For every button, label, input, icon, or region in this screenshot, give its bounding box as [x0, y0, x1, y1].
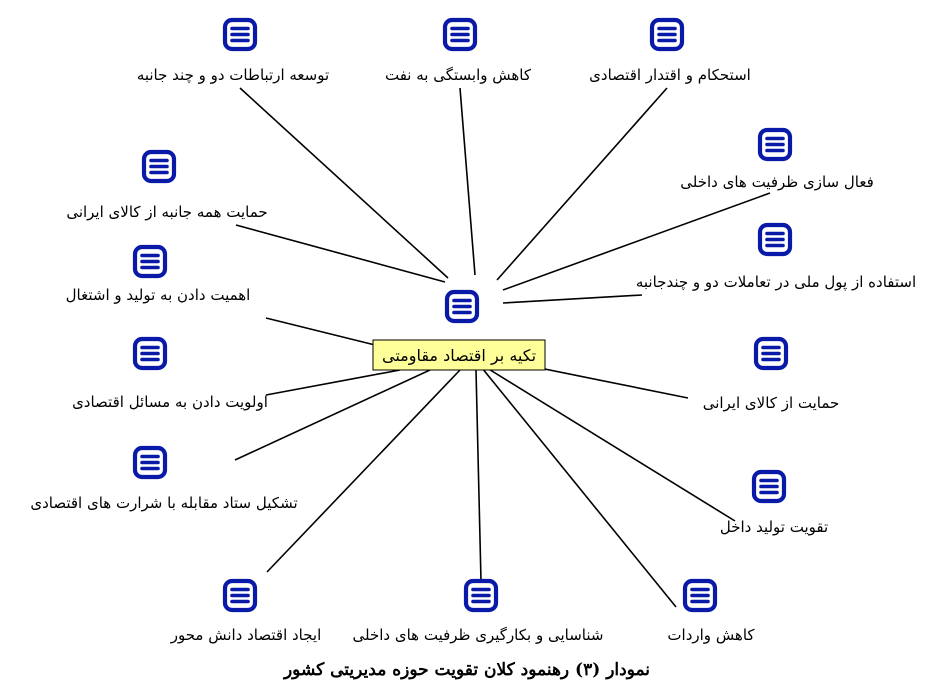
node-label: کاهش واردات: [667, 626, 755, 644]
node-label: تشکیل ستاد مقابله با شرارت های اقتصادی: [30, 494, 298, 512]
node-right-3[interactable]: [703, 339, 840, 412]
node-label: اولویت دادن به مسائل اقتصادی: [72, 393, 268, 411]
node-label: ایجاد اقتصاد دانش محور: [170, 626, 322, 644]
node-left-4[interactable]: [66, 152, 267, 221]
node-top-1[interactable]: [137, 20, 329, 84]
node-bottom-3[interactable]: [170, 581, 322, 644]
node-top-3[interactable]: [589, 20, 751, 84]
node-label: استحکام و اقتدار اقتصادی: [589, 66, 751, 84]
document-list-icon: [135, 247, 165, 276]
edge-left-2: [266, 370, 400, 395]
document-list-icon: [445, 20, 475, 49]
node-label: توسعه ارتباطات دو و چند جانبه: [136, 66, 330, 84]
hub-document-list-icon: [447, 292, 477, 321]
document-list-icon: [756, 339, 786, 368]
node-label: حمایت همه جانبه از کالای ایرانی: [66, 203, 268, 221]
nodes: [30, 20, 916, 644]
node-right-2[interactable]: [636, 225, 916, 292]
edge-left-1: [235, 370, 430, 460]
node-left-1[interactable]: [30, 448, 297, 512]
document-list-icon: [685, 581, 715, 610]
document-list-icon: [760, 225, 790, 254]
edge-top-1: [240, 88, 448, 278]
node-label: استفاده از پول ملی در تعاملات دو و چندجانبه: [635, 273, 917, 291]
edge-right-2: [503, 295, 642, 303]
node-bottom-1[interactable]: [667, 581, 755, 644]
node-top-2[interactable]: [385, 20, 532, 84]
node-label: حمایت از کالای ایرانی: [702, 394, 840, 412]
edge-left-3: [266, 318, 375, 345]
edge-top-2: [460, 88, 475, 275]
node-bottom-2[interactable]: [353, 581, 604, 644]
center-label: تکیه بر اقتصاد مقاومتی: [381, 346, 537, 365]
edge-bottom-2: [476, 370, 481, 581]
document-list-icon: [144, 152, 174, 181]
node-right-4[interactable]: [720, 472, 828, 536]
node-label: کاهش وابستگی به نفت: [384, 66, 532, 84]
node-right-1[interactable]: [680, 130, 874, 191]
document-list-icon: [135, 448, 165, 477]
node-label: فعال سازی ظرفیت های داخلی: [680, 173, 874, 191]
node-label: شناسایی و بکارگیری ظرفیت های داخلی: [352, 626, 604, 644]
node-left-2[interactable]: [72, 339, 268, 411]
center-node[interactable]: [373, 340, 545, 370]
document-list-icon: [760, 130, 790, 159]
document-list-icon: [754, 472, 784, 501]
node-left-3[interactable]: [66, 247, 251, 304]
edge-bottom-1: [482, 368, 676, 607]
document-list-icon: [135, 339, 165, 368]
edge-right-4: [487, 368, 735, 521]
edge-top-3: [497, 88, 667, 280]
node-label: اهمیت دادن به تولید و اشتغال: [65, 286, 251, 304]
document-list-icon: [225, 581, 255, 610]
node-label: تقویت تولید داخل: [719, 518, 829, 536]
document-list-icon: [466, 581, 496, 610]
edge-left-4: [236, 225, 445, 282]
figure-caption: نمودار (۳) رهنمود کلان تقویت حوزه مدیریتی کشور: [283, 660, 651, 680]
document-list-icon: [225, 20, 255, 49]
document-list-icon: [652, 20, 682, 49]
